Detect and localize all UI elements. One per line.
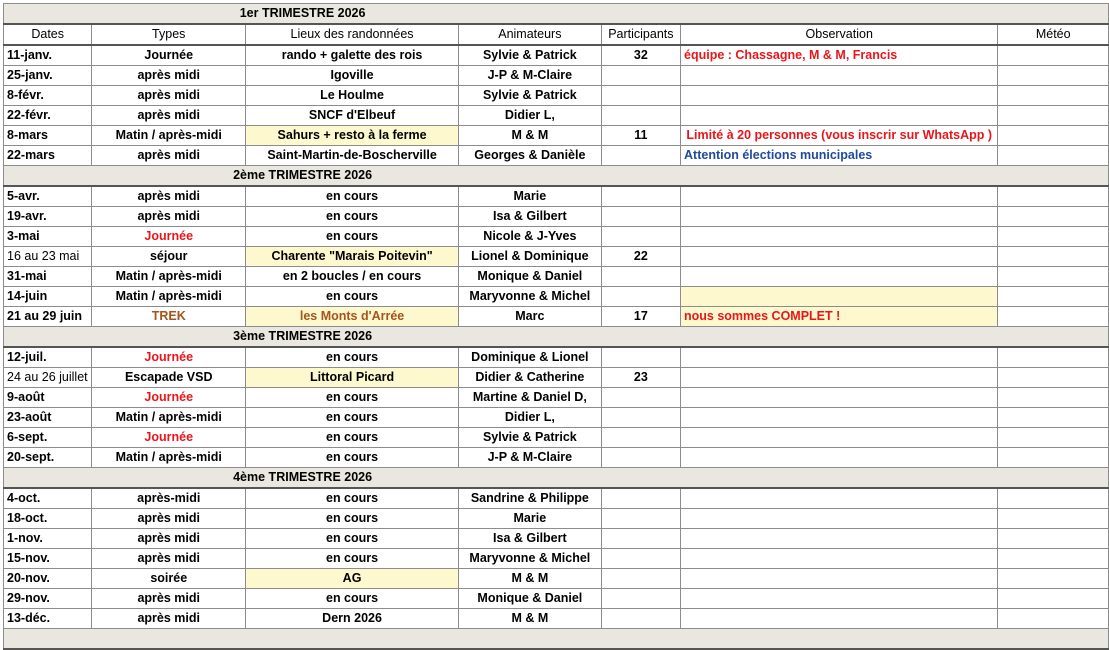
cell-participants[interactable]: 17 bbox=[601, 307, 680, 327]
cell-type[interactable]: Matin / après-midi bbox=[92, 448, 246, 468]
cell-date[interactable]: 6-sept. bbox=[4, 428, 92, 448]
quarter-title: 4ème TRIMESTRE 2026 bbox=[4, 468, 602, 489]
cell-animateurs[interactable]: J-P & M-Claire bbox=[459, 448, 602, 468]
cell-lieu[interactable]: en cours bbox=[246, 448, 459, 468]
cell-lieu[interactable]: en cours bbox=[246, 549, 459, 569]
cell-type[interactable]: après midi bbox=[92, 529, 246, 549]
cell-meteo[interactable] bbox=[998, 45, 1109, 66]
cell-observation[interactable] bbox=[681, 347, 998, 368]
cell-participants[interactable] bbox=[601, 488, 680, 509]
cell-lieu[interactable]: Charente "Marais Poitevin" bbox=[246, 247, 459, 267]
table-row bbox=[4, 227, 1109, 247]
cell-date[interactable]: 19-avr. bbox=[4, 207, 92, 227]
title-filler bbox=[601, 4, 1108, 25]
cell-type[interactable]: Matin / après-midi bbox=[92, 267, 246, 287]
cell-date[interactable]: 3-mai bbox=[4, 227, 92, 247]
cell-meteo[interactable] bbox=[998, 368, 1109, 388]
cell-participants[interactable] bbox=[601, 408, 680, 428]
cell-observation[interactable] bbox=[681, 428, 998, 448]
cell-meteo[interactable] bbox=[998, 388, 1109, 408]
cell-type[interactable]: après midi bbox=[92, 86, 246, 106]
cell-date[interactable]: 13-déc. bbox=[4, 609, 92, 629]
cell-type[interactable]: après midi bbox=[92, 186, 246, 207]
table-row bbox=[4, 368, 1109, 388]
cell-type[interactable]: soirée bbox=[92, 569, 246, 589]
quarter-title: 2ème TRIMESTRE 2026 bbox=[4, 166, 602, 187]
cell-participants[interactable] bbox=[601, 428, 680, 448]
cell-participants[interactable]: 22 bbox=[601, 247, 680, 267]
table-row bbox=[4, 569, 1109, 589]
cell-type[interactable]: après midi bbox=[92, 609, 246, 629]
cell-animateurs[interactable]: Didier & Catherine bbox=[459, 368, 602, 388]
table-row bbox=[4, 207, 1109, 227]
cell-type[interactable]: séjour bbox=[92, 247, 246, 267]
cell-lieu[interactable]: en cours bbox=[246, 529, 459, 549]
cell-type[interactable]: Journée bbox=[92, 45, 246, 66]
quarter-title-row bbox=[4, 4, 1109, 25]
cell-participants[interactable] bbox=[601, 388, 680, 408]
cell-lieu[interactable]: Littoral Picard bbox=[246, 368, 459, 388]
cell-meteo[interactable] bbox=[998, 428, 1109, 448]
cell-date[interactable]: 20-sept. bbox=[4, 448, 92, 468]
cell-observation[interactable] bbox=[681, 86, 998, 106]
cell-date[interactable]: 25-janv. bbox=[4, 66, 92, 86]
cell-lieu[interactable]: Dern 2026 bbox=[246, 609, 459, 629]
table-row bbox=[4, 388, 1109, 408]
cell-participants[interactable]: 11 bbox=[601, 126, 680, 146]
cell-meteo[interactable] bbox=[998, 509, 1109, 529]
cell-observation[interactable] bbox=[681, 609, 998, 629]
title-filler bbox=[601, 166, 1108, 187]
cell-participants[interactable] bbox=[601, 569, 680, 589]
table-row bbox=[4, 45, 1109, 66]
cell-participants[interactable] bbox=[601, 549, 680, 569]
cell-observation[interactable] bbox=[681, 186, 998, 207]
cell-lieu[interactable]: en cours bbox=[246, 509, 459, 529]
cell-animateurs[interactable]: Didier L, bbox=[459, 106, 602, 126]
header-observation[interactable]: Observation bbox=[681, 24, 998, 45]
cell-animateurs[interactable]: J-P & M-Claire bbox=[459, 66, 602, 86]
cell-date[interactable]: 22-févr. bbox=[4, 106, 92, 126]
cell-meteo[interactable] bbox=[998, 347, 1109, 368]
cell-animateurs[interactable]: Sylvie & Patrick bbox=[459, 428, 602, 448]
cell-date[interactable]: 24 au 26 juillet bbox=[4, 368, 92, 388]
cell-animateurs[interactable]: M & M bbox=[459, 126, 602, 146]
cell-type[interactable]: Journée bbox=[92, 388, 246, 408]
cell-observation[interactable]: Attention élections municipales bbox=[681, 146, 998, 166]
cell-meteo[interactable] bbox=[998, 307, 1109, 327]
cell-date[interactable]: 8-mars bbox=[4, 126, 92, 146]
cell-observation[interactable] bbox=[681, 227, 998, 247]
table-row bbox=[4, 529, 1109, 549]
cell-date[interactable]: 18-oct. bbox=[4, 509, 92, 529]
cell-animateurs[interactable]: Martine & Daniel D, bbox=[459, 388, 602, 408]
cell-type[interactable]: Journée bbox=[92, 347, 246, 368]
cell-observation[interactable] bbox=[681, 287, 998, 307]
cell-meteo[interactable] bbox=[998, 408, 1109, 428]
cell-participants[interactable]: 23 bbox=[601, 368, 680, 388]
cell-participants[interactable] bbox=[601, 529, 680, 549]
schedule-table bbox=[3, 3, 1109, 650]
cell-date[interactable]: 8-févr. bbox=[4, 86, 92, 106]
cell-participants[interactable] bbox=[601, 448, 680, 468]
cell-lieu[interactable]: AG bbox=[246, 569, 459, 589]
cell-lieu[interactable]: en cours bbox=[246, 186, 459, 207]
cell-lieu[interactable]: en cours bbox=[246, 589, 459, 609]
cell-type[interactable]: Matin / après-midi bbox=[92, 408, 246, 428]
table-row bbox=[4, 307, 1109, 327]
footer-filler bbox=[4, 629, 1109, 650]
cell-observation[interactable] bbox=[681, 207, 998, 227]
cell-observation[interactable]: Limité à 20 personnes (vous inscrir sur WhatsApp ) bbox=[681, 126, 998, 146]
cell-meteo[interactable] bbox=[998, 247, 1109, 267]
cell-participants[interactable] bbox=[601, 509, 680, 529]
cell-lieu[interactable]: en cours bbox=[246, 287, 459, 307]
cell-type[interactable]: après midi bbox=[92, 589, 246, 609]
header-lieux[interactable]: Lieux des randonnées bbox=[246, 24, 459, 45]
cell-observation[interactable] bbox=[681, 368, 998, 388]
cell-observation[interactable] bbox=[681, 106, 998, 126]
cell-type[interactable]: après-midi bbox=[92, 488, 246, 509]
footer-band bbox=[4, 629, 1109, 650]
cell-animateurs[interactable]: Sandrine & Philippe bbox=[459, 488, 602, 509]
cell-meteo[interactable] bbox=[998, 589, 1109, 609]
cell-date[interactable]: 12-juil. bbox=[4, 347, 92, 368]
table-row bbox=[4, 589, 1109, 609]
cell-date[interactable]: 31-mai bbox=[4, 267, 92, 287]
quarter-title-row bbox=[4, 468, 1109, 489]
table-row bbox=[4, 287, 1109, 307]
title-filler bbox=[601, 468, 1108, 489]
cell-lieu[interactable]: Le Houlme bbox=[246, 86, 459, 106]
cell-observation[interactable] bbox=[681, 408, 998, 428]
table-row bbox=[4, 86, 1109, 106]
header-participants[interactable]: Participants bbox=[601, 24, 680, 45]
cell-meteo[interactable] bbox=[998, 86, 1109, 106]
table-row bbox=[4, 146, 1109, 166]
cell-meteo[interactable] bbox=[998, 488, 1109, 509]
cell-date[interactable]: 11-janv. bbox=[4, 45, 92, 66]
cell-animateurs[interactable]: Isa & Gilbert bbox=[459, 529, 602, 549]
cell-date[interactable]: 1-nov. bbox=[4, 529, 92, 549]
cell-animateurs[interactable]: Sylvie & Patrick bbox=[459, 45, 602, 66]
cell-type[interactable]: Escapade VSD bbox=[92, 368, 246, 388]
cell-lieu[interactable]: en cours bbox=[246, 428, 459, 448]
cell-meteo[interactable] bbox=[998, 448, 1109, 468]
quarter-title-row bbox=[4, 327, 1109, 348]
table-row bbox=[4, 488, 1109, 509]
cell-observation[interactable] bbox=[681, 529, 998, 549]
cell-animateurs[interactable]: M & M bbox=[459, 609, 602, 629]
cell-observation[interactable] bbox=[681, 247, 998, 267]
cell-date[interactable]: 4-oct. bbox=[4, 488, 92, 509]
cell-type[interactable]: après midi bbox=[92, 549, 246, 569]
table-row bbox=[4, 448, 1109, 468]
cell-date[interactable]: 9-août bbox=[4, 388, 92, 408]
header-types[interactable]: Types bbox=[92, 24, 246, 45]
cell-lieu[interactable]: en cours bbox=[246, 227, 459, 247]
cell-type[interactable]: après midi bbox=[92, 66, 246, 86]
cell-animateurs[interactable]: Dominique & Lionel bbox=[459, 347, 602, 368]
cell-participants[interactable] bbox=[601, 267, 680, 287]
cell-type[interactable]: après midi bbox=[92, 509, 246, 529]
cell-participants[interactable] bbox=[601, 207, 680, 227]
cell-lieu[interactable]: Igoville bbox=[246, 66, 459, 86]
cell-meteo[interactable] bbox=[998, 207, 1109, 227]
cell-lieu[interactable]: rando + galette des rois bbox=[246, 45, 459, 66]
cell-observation[interactable]: nous sommes COMPLET ! bbox=[681, 307, 998, 327]
cell-date[interactable]: 14-juin bbox=[4, 287, 92, 307]
cell-participants[interactable]: 32 bbox=[601, 45, 680, 66]
cell-lieu[interactable]: en cours bbox=[246, 347, 459, 368]
cell-participants[interactable] bbox=[601, 186, 680, 207]
cell-animateurs[interactable]: M & M bbox=[459, 569, 602, 589]
quarter-title-row bbox=[4, 166, 1109, 187]
cell-date[interactable]: 5-avr. bbox=[4, 186, 92, 207]
cell-lieu[interactable]: en cours bbox=[246, 488, 459, 509]
cell-observation[interactable] bbox=[681, 569, 998, 589]
cell-animateurs[interactable]: Marc bbox=[459, 307, 602, 327]
cell-meteo[interactable] bbox=[998, 267, 1109, 287]
cell-observation[interactable] bbox=[681, 589, 998, 609]
header-row bbox=[4, 24, 1109, 45]
table-row bbox=[4, 267, 1109, 287]
cell-animateurs[interactable]: Marie bbox=[459, 509, 602, 529]
cell-observation[interactable] bbox=[681, 549, 998, 569]
header-animateurs[interactable]: Animateurs bbox=[459, 24, 602, 45]
cell-animateurs[interactable]: Maryvonne & Michel bbox=[459, 549, 602, 569]
cell-participants[interactable] bbox=[601, 146, 680, 166]
cell-animateurs[interactable]: Monique & Daniel bbox=[459, 589, 602, 609]
quarter-title: 3ème TRIMESTRE 2026 bbox=[4, 327, 602, 348]
cell-date[interactable]: 29-nov. bbox=[4, 589, 92, 609]
cell-meteo[interactable] bbox=[998, 66, 1109, 86]
cell-lieu[interactable]: en cours bbox=[246, 408, 459, 428]
cell-meteo[interactable] bbox=[998, 287, 1109, 307]
cell-lieu[interactable]: en cours bbox=[246, 388, 459, 408]
cell-date[interactable]: 20-nov. bbox=[4, 569, 92, 589]
table-row bbox=[4, 247, 1109, 267]
table-row bbox=[4, 509, 1109, 529]
table-row bbox=[4, 186, 1109, 207]
cell-animateurs[interactable]: Sylvie & Patrick bbox=[459, 86, 602, 106]
cell-animateurs[interactable]: Georges & Danièle bbox=[459, 146, 602, 166]
cell-participants[interactable] bbox=[601, 106, 680, 126]
cell-lieu[interactable]: en cours bbox=[246, 207, 459, 227]
cell-type[interactable]: après midi bbox=[92, 146, 246, 166]
cell-observation[interactable] bbox=[681, 66, 998, 86]
cell-animateurs[interactable]: Maryvonne & Michel bbox=[459, 287, 602, 307]
cell-observation[interactable] bbox=[681, 267, 998, 287]
cell-observation[interactable] bbox=[681, 388, 998, 408]
cell-participants[interactable] bbox=[601, 609, 680, 629]
table-row bbox=[4, 408, 1109, 428]
table-row bbox=[4, 347, 1109, 368]
cell-type[interactable]: Matin / après-midi bbox=[92, 126, 246, 146]
cell-type[interactable]: Journée bbox=[92, 428, 246, 448]
cell-animateurs[interactable]: Didier L, bbox=[459, 408, 602, 428]
cell-type[interactable]: Matin / après-midi bbox=[92, 287, 246, 307]
cell-animateurs[interactable]: Isa & Gilbert bbox=[459, 207, 602, 227]
table-row bbox=[4, 549, 1109, 569]
cell-meteo[interactable] bbox=[998, 609, 1109, 629]
title-filler bbox=[601, 327, 1108, 348]
cell-lieu[interactable]: en 2 boucles / en cours bbox=[246, 267, 459, 287]
cell-participants[interactable] bbox=[601, 66, 680, 86]
cell-date[interactable]: 23-août bbox=[4, 408, 92, 428]
header-meteo[interactable]: Météo bbox=[998, 24, 1109, 45]
cell-meteo[interactable] bbox=[998, 146, 1109, 166]
cell-participants[interactable] bbox=[601, 227, 680, 247]
table-row bbox=[4, 106, 1109, 126]
cell-meteo[interactable] bbox=[998, 569, 1109, 589]
cell-lieu[interactable]: Sahurs + resto à la ferme bbox=[246, 126, 459, 146]
cell-participants[interactable] bbox=[601, 287, 680, 307]
cell-observation[interactable] bbox=[681, 488, 998, 509]
cell-date[interactable]: 15-nov. bbox=[4, 549, 92, 569]
cell-date[interactable]: 22-mars bbox=[4, 146, 92, 166]
cell-animateurs[interactable]: Lionel & Dominique bbox=[459, 247, 602, 267]
cell-meteo[interactable] bbox=[998, 529, 1109, 549]
cell-date[interactable]: 21 au 29 juin bbox=[4, 307, 92, 327]
cell-participants[interactable] bbox=[601, 347, 680, 368]
cell-lieu[interactable]: SNCF d'Elbeuf bbox=[246, 106, 459, 126]
quarter-title: 1er TRIMESTRE 2026 bbox=[4, 4, 602, 25]
cell-lieu[interactable]: les Monts d'Arrée bbox=[246, 307, 459, 327]
cell-lieu[interactable]: Saint-Martin-de-Boscherville bbox=[246, 146, 459, 166]
table-row bbox=[4, 126, 1109, 146]
cell-type[interactable]: TREK bbox=[92, 307, 246, 327]
cell-meteo[interactable] bbox=[998, 549, 1109, 569]
cell-meteo[interactable] bbox=[998, 227, 1109, 247]
cell-animateurs[interactable]: Monique & Daniel bbox=[459, 267, 602, 287]
cell-type[interactable]: après midi bbox=[92, 207, 246, 227]
cell-meteo[interactable] bbox=[998, 186, 1109, 207]
cell-animateurs[interactable]: Nicole & J-Yves bbox=[459, 227, 602, 247]
cell-date[interactable]: 16 au 23 mai bbox=[4, 247, 92, 267]
cell-participants[interactable] bbox=[601, 86, 680, 106]
cell-meteo[interactable] bbox=[998, 106, 1109, 126]
table-row bbox=[4, 66, 1109, 86]
header-dates[interactable]: Dates bbox=[4, 24, 92, 45]
table-row bbox=[4, 609, 1109, 629]
cell-type[interactable]: Journée bbox=[92, 227, 246, 247]
cell-observation[interactable] bbox=[681, 448, 998, 468]
cell-type[interactable]: après midi bbox=[92, 106, 246, 126]
cell-observation[interactable] bbox=[681, 509, 998, 529]
cell-observation[interactable]: équipe : Chassagne, M & M, Francis bbox=[681, 45, 998, 66]
cell-meteo[interactable] bbox=[998, 126, 1109, 146]
table-row bbox=[4, 428, 1109, 448]
cell-participants[interactable] bbox=[601, 589, 680, 609]
cell-animateurs[interactable]: Marie bbox=[459, 186, 602, 207]
